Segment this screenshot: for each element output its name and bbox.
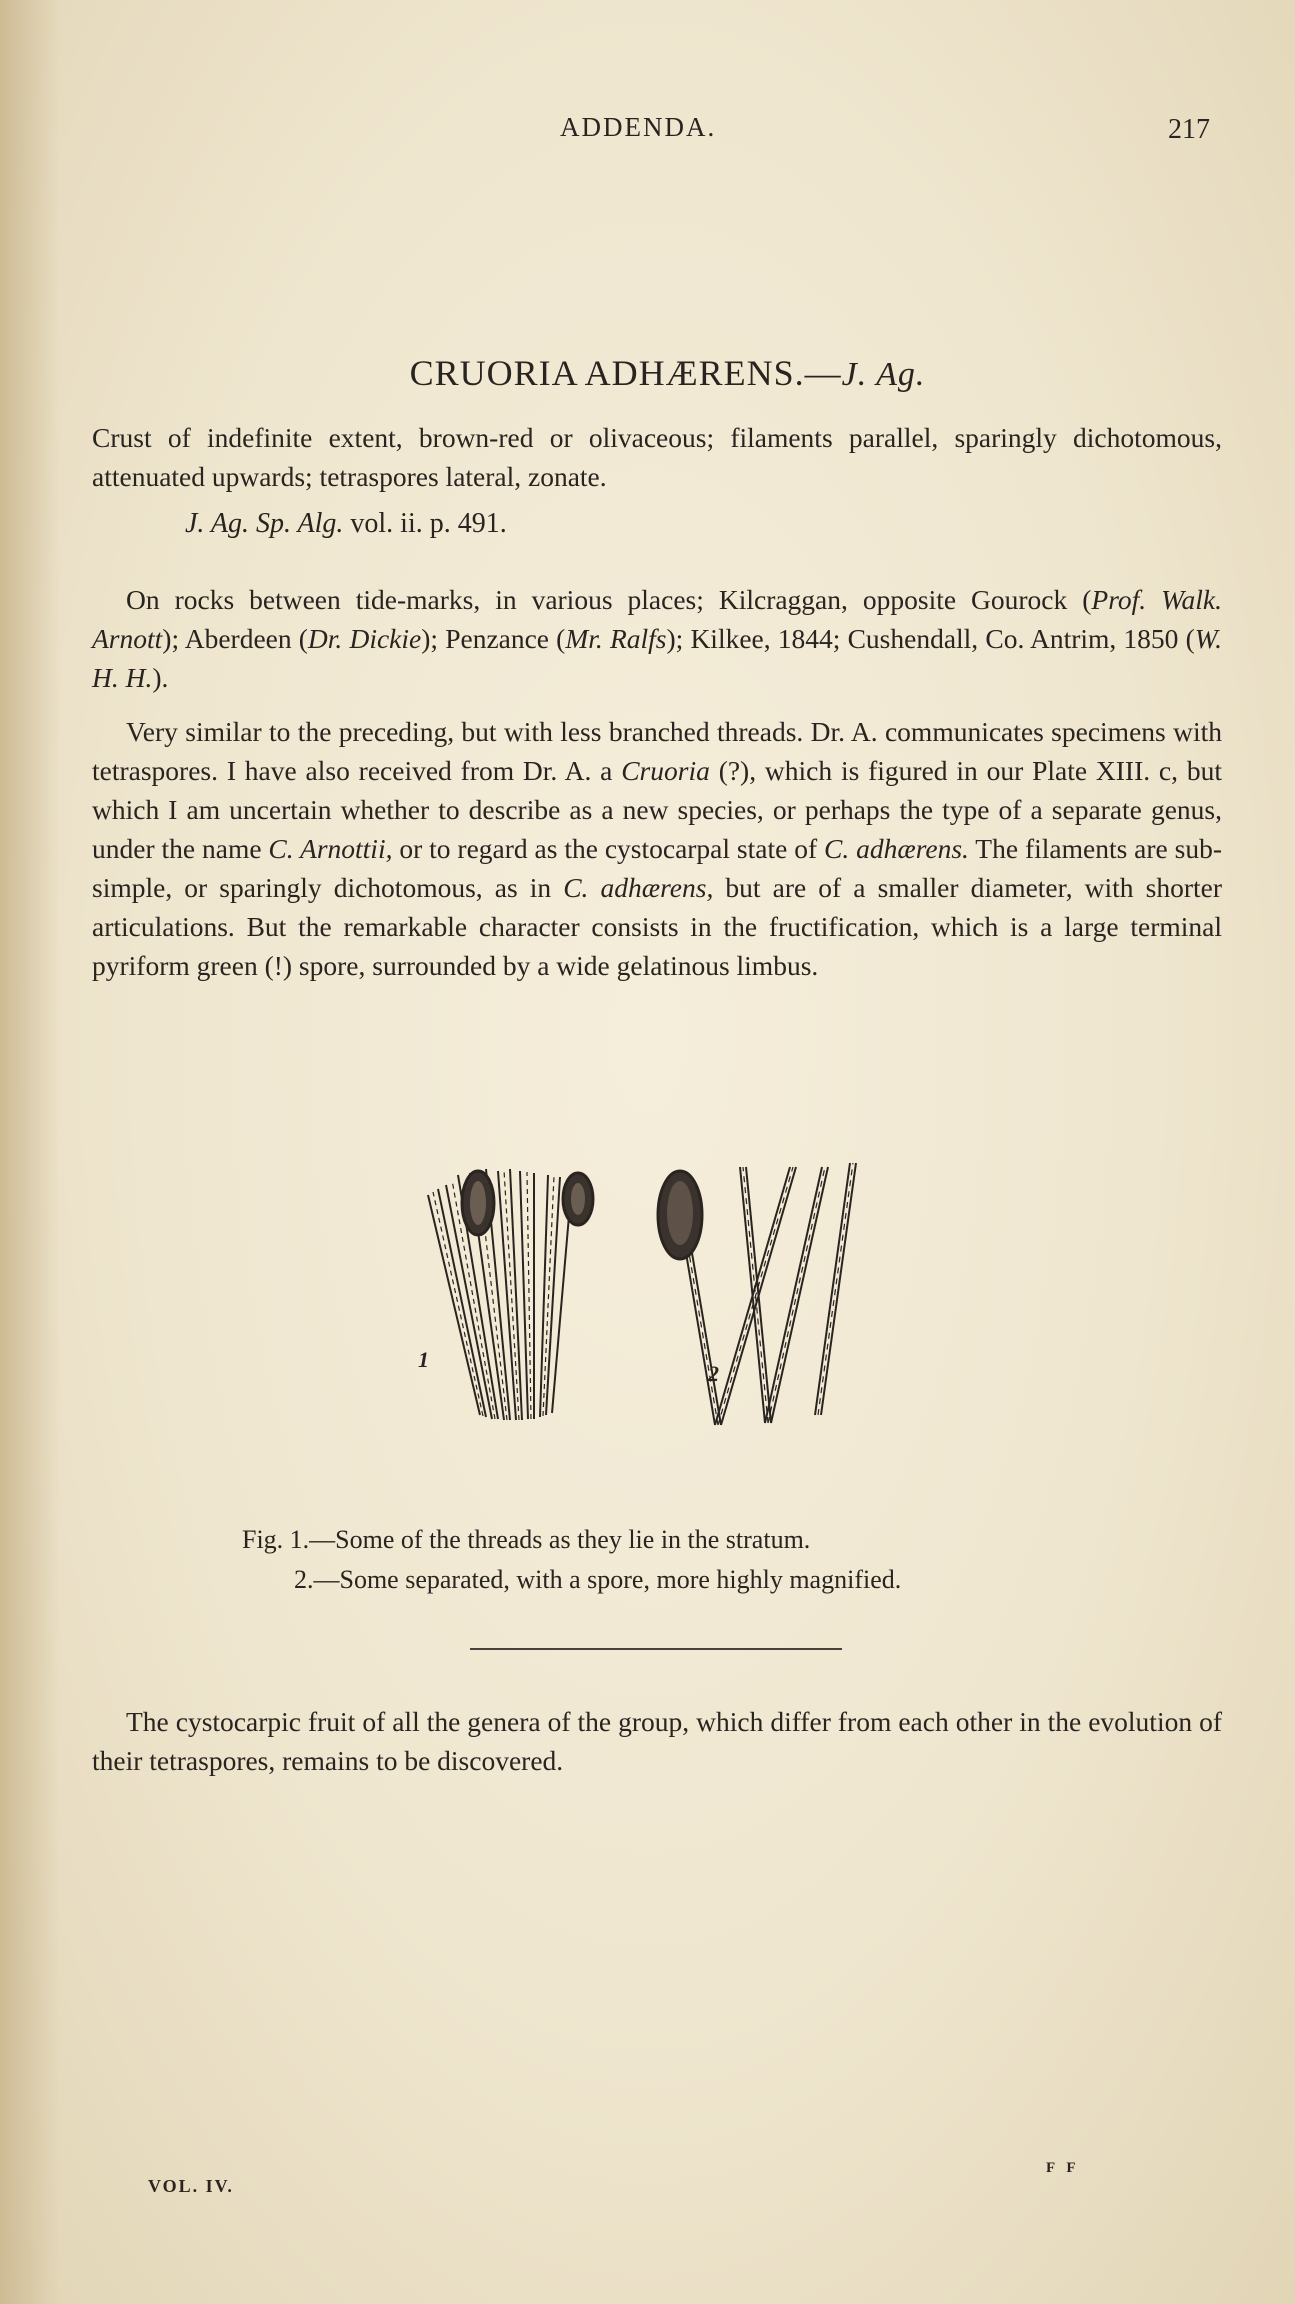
figure-label-1: 1	[418, 1347, 429, 1372]
habitat-paragraph	[92, 580, 1222, 697]
species-authority: J. Ag.	[841, 356, 926, 393]
section-divider	[470, 1648, 842, 1650]
habitat-text: On rocks between tide-marks, in various places; Kilcraggan, opposite Gourock (Prof. Walk. Arnott); Aberdeen (Dr. Dickie); Penzance (Mr. Ralfs); Kilkee, 1844; Cushendall, Co. Antrim, 1850 (W. H. H.).	[92, 584, 1223, 693]
species-title	[0, 352, 1295, 394]
reference-source: J. Ag. Sp. Alg.	[185, 508, 344, 539]
volume-mark: VOL. IV.	[148, 2176, 234, 2196]
closing-text: The cystocarpic fruit of all the genera of the group, which differ from each other in the evolution of their tetraspores, remains to be discovered.	[92, 1706, 1222, 1776]
description-text: Crust of indefinite extent, brown-red or olivaceous; filaments parallel, sparingly dichotomous, attenuated upwards; tetraspores lateral, zonate.	[92, 422, 1222, 492]
literature-reference	[185, 508, 507, 540]
botanical-figure	[410, 1155, 910, 1475]
remarks-paragraph	[92, 712, 1222, 985]
remarks-text: Very similar to the preceding, but with less branched threads. Dr. A. communicates specimens with tetraspores. I have also received from Dr. A. a Cruoria (?), which is figured in our Plate XIII. c, but which I am uncertain whether to describe as a new species, or perhaps the type of a separate genus, under the name C. Arnottii, or to regard as the cystocarpal state of C. adhærens. The filaments are sub-simple, or sparingly dichotomous, as in C. adhærens, but are of a smaller diameter, with shorter articulations. But the remarkable character consists in the fructification, which is a large terminal pyriform green (!) spore, surrounded by a wide gelatinous limbus.	[92, 716, 1222, 981]
reference-location: vol. ii. p. 491.	[350, 508, 507, 539]
species-name: CRUORIA ADHÆRENS.—	[409, 353, 842, 393]
figure-caption	[242, 1520, 901, 1600]
species-description	[92, 418, 1222, 496]
caption-line-1: Fig. 1.—Some of the threads as they lie in the stratum.	[242, 1525, 811, 1554]
figure-label-2: 2	[708, 1361, 719, 1386]
filament-illustration	[410, 1155, 910, 1475]
closing-paragraph	[92, 1702, 1222, 1780]
signature-mark: F F	[1046, 2160, 1080, 2176]
figure-1-threads	[428, 1169, 572, 1420]
page-number: 217	[1168, 114, 1210, 145]
running-title: ADDENDA.	[560, 112, 717, 142]
running-head	[0, 112, 1295, 152]
caption-line-2: 2.—Some separated, with a spore, more highly magnified.	[294, 1565, 902, 1594]
